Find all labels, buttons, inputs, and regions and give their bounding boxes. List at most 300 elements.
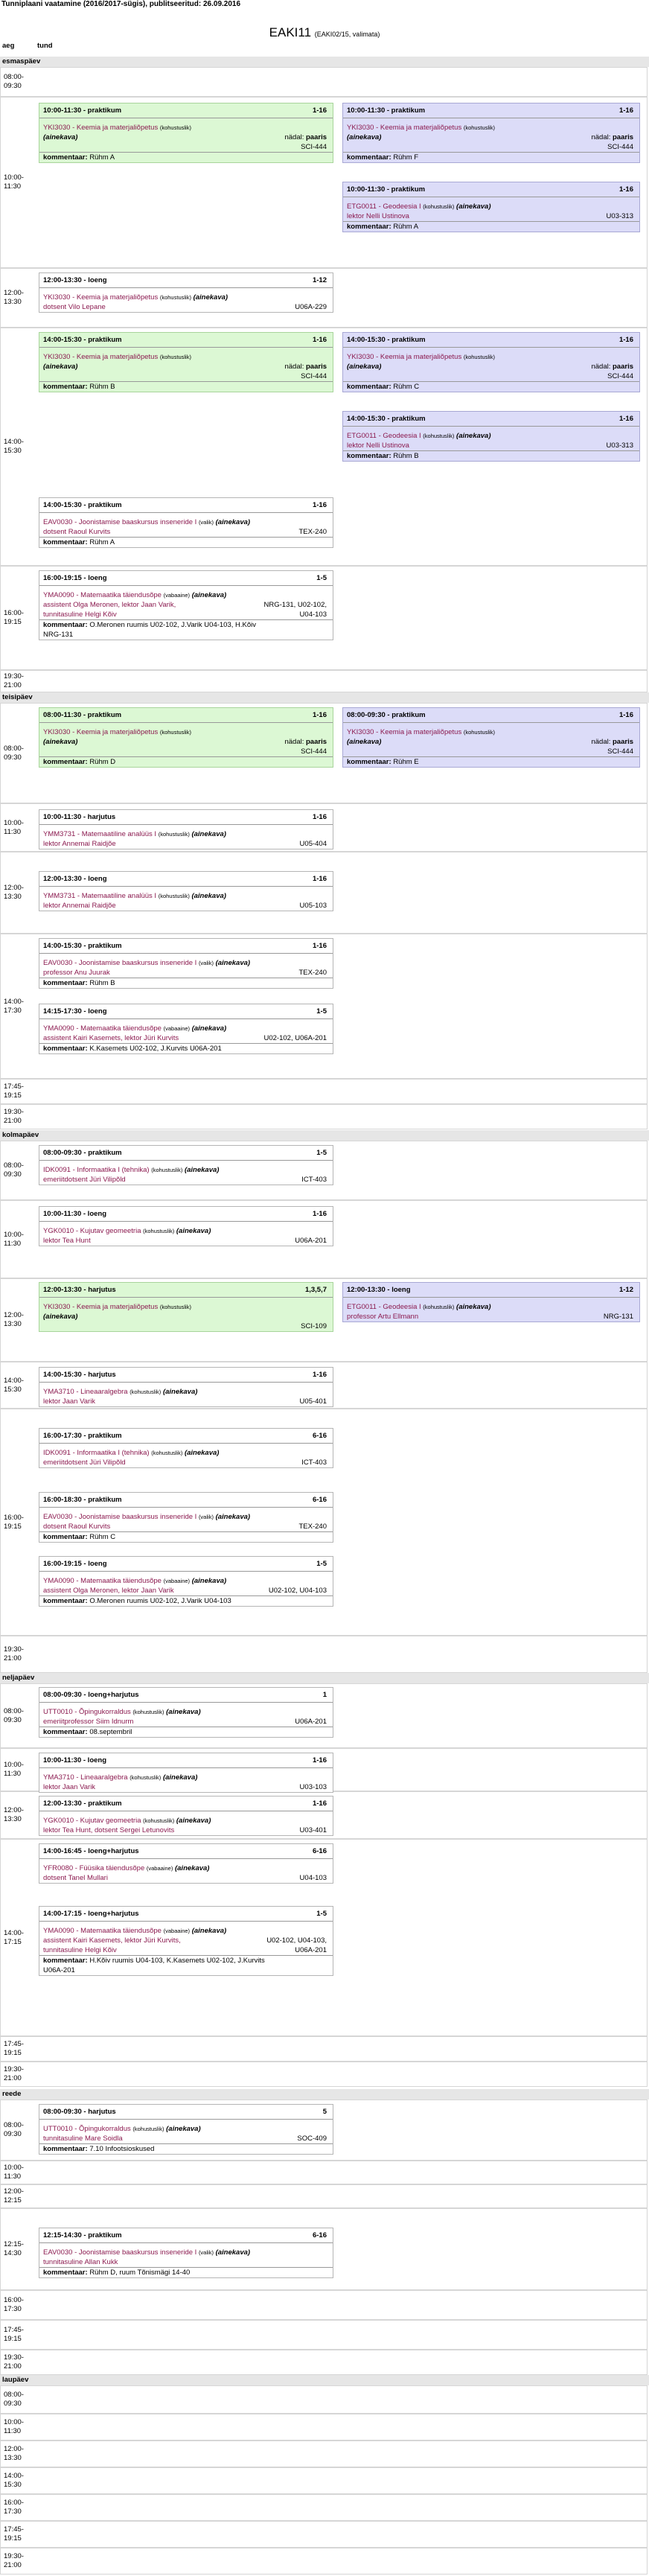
event-comment	[39, 1531, 333, 1542]
event-card[interactable]	[39, 1145, 333, 1185]
ainekava-link[interactable]: (ainekava)	[162, 1388, 198, 1396]
time-slot	[0, 1079, 648, 1104]
event-teacher[interactable]: emeriitdotsent Jüri Vilipõld	[43, 1176, 126, 1184]
page-header: Tunniplaani vaatamine (2016/2017-sügis), publitseeritud: 26.09.2016	[1, 0, 241, 8]
comment-text: Rühm C	[393, 383, 420, 391]
ainekava-link[interactable]: (ainekava)	[193, 293, 228, 302]
ainekava-link[interactable]: (ainekava)	[184, 1449, 220, 1457]
event-kind: (kohustuslik)	[159, 354, 191, 360]
ainekava-link[interactable]: (ainekava)	[456, 203, 491, 211]
event-card[interactable]	[39, 1367, 333, 1407]
event-card[interactable]	[39, 1206, 333, 1246]
event-meta-row	[39, 362, 333, 372]
event-card[interactable]	[342, 1282, 640, 1322]
time-slot	[0, 67, 648, 97]
event-room: TEX-240	[298, 1523, 327, 1531]
event-weeks: 6-16	[312, 2231, 327, 2239]
event-time: 08:00-09:30 - praktikum	[43, 1149, 122, 1157]
comment-label: kommentaar:	[347, 223, 391, 231]
event-kind: (kohustuslik)	[151, 1450, 183, 1456]
event-kind: (kohustuslik)	[159, 124, 191, 131]
event-teacher-row	[39, 1522, 333, 1531]
event-card[interactable]	[342, 182, 640, 232]
event-teacher-row	[39, 968, 333, 978]
event-teacher[interactable]: professor Anu Juurak	[43, 969, 110, 977]
event-teacher[interactable]: emeriitdotsent Jüri Vilipõld	[43, 1458, 126, 1467]
event-header	[39, 810, 333, 825]
event-subject[interactable]: YKI3030 - Keemia ja materjaliõpetus	[347, 728, 462, 736]
day-header-mon: esmaspäev	[0, 57, 649, 67]
comment-text: 7.10 Infootsioskused	[89, 2145, 155, 2153]
event-kind: (kohustuslik)	[158, 893, 190, 899]
ainekava-link[interactable]: (ainekava)	[347, 133, 382, 141]
event-card[interactable]	[39, 1753, 333, 1793]
event-room-row	[39, 1322, 333, 1331]
comment-label: kommentaar:	[43, 758, 88, 766]
event-card[interactable]	[342, 411, 640, 462]
event-card[interactable]	[39, 497, 333, 548]
event-room-row	[343, 747, 639, 756]
event-card[interactable]	[39, 707, 333, 768]
event-kind: (kohustuslik)	[159, 729, 191, 736]
event-room: SCI-444	[301, 747, 327, 756]
event-weeks: 5	[322, 2108, 327, 2116]
event-kind: (vabaaine)	[163, 1025, 191, 1032]
event-time: 14:00-15:30 - praktikum	[43, 501, 122, 509]
event-teacher-row	[39, 2257, 333, 2267]
ainekava-link[interactable]: (ainekava)	[184, 1166, 220, 1174]
comment-label: kommentaar:	[43, 979, 88, 987]
event-card[interactable]	[39, 570, 333, 640]
event-comment	[39, 537, 333, 547]
event-teacher[interactable]: assistent Kairi Kasemets, lektor Jüri Kurvits	[43, 1034, 179, 1042]
week-parity	[591, 362, 633, 372]
event-room: SCI-444	[607, 143, 633, 151]
event-subject[interactable]: YMA0090 - Matemaatika täiendusõpe	[43, 591, 162, 599]
time-slot	[0, 2062, 648, 2087]
ainekava-link[interactable]: (ainekava)	[456, 1303, 491, 1311]
ainekava-link[interactable]: (ainekava)	[347, 738, 382, 746]
event-card[interactable]	[39, 1906, 333, 1976]
event-weeks: 1-5	[316, 1560, 327, 1568]
event-teacher-row	[39, 1236, 333, 1246]
event-kind: (kohustuslik)	[463, 124, 495, 131]
event-card[interactable]	[39, 332, 333, 392]
event-room: U06A-201	[295, 1718, 327, 1726]
event-subject[interactable]: ETG0011 - Geodeesia I	[347, 203, 421, 211]
ainekava-link[interactable]: (ainekava)	[191, 892, 226, 900]
event-subject[interactable]: YFR0080 - Füüsika täiendusõpe	[43, 1864, 145, 1872]
time-slot	[0, 2320, 648, 2350]
event-room: ICT-403	[301, 1458, 327, 1467]
event-room: SCI-444	[301, 372, 327, 380]
event-card[interactable]	[39, 103, 333, 163]
event-teacher-row	[343, 1312, 639, 1322]
comment-label: kommentaar:	[43, 2269, 88, 2277]
event-subject[interactable]: YKI3030 - Keemia ja materjaliõpetus	[43, 124, 159, 132]
event-teacher-row	[39, 1873, 333, 1883]
event-room-row	[343, 372, 639, 381]
event-card[interactable]	[39, 2228, 333, 2278]
event-teacher[interactable]: dotsent Raoul Kurvits	[43, 1523, 111, 1531]
event-subject-row	[39, 1773, 333, 1782]
event-time: 16:00-19:15 - loeng	[43, 574, 107, 582]
event-weeks: 6-16	[312, 1847, 327, 1855]
event-teacher-2[interactable]: tunnitasuline Helgi Kõiv	[43, 610, 117, 619]
event-kind: (kohustuslik)	[130, 1774, 162, 1781]
ainekava-link[interactable]: (ainekava)	[43, 133, 78, 141]
event-room: U03-401	[299, 1826, 327, 1834]
event-teacher[interactable]: tunnitasuline Allan Kukk	[43, 2258, 118, 2266]
event-subject-row	[39, 1864, 333, 1873]
time-label: 12:00- 13:30	[4, 2445, 24, 2462]
comment-text: Rühm E	[393, 758, 419, 766]
event-time: 14:00-15:30 - praktikum	[43, 942, 122, 950]
comment-text-2: NRG-131	[43, 631, 74, 639]
comment-text: O.Meronen ruumis U02-102, J.Varik U04-103, H.Kõiv	[89, 621, 257, 629]
event-subject[interactable]: EAV0030 - Joonistamise baaskursus inseneride I	[43, 2248, 197, 2257]
event-subject-row	[39, 2124, 333, 2134]
event-weeks: 1-16	[618, 415, 633, 423]
event-header	[39, 708, 333, 723]
event-time: 14:15-17:30 - loeng	[43, 1007, 107, 1016]
ainekava-link[interactable]: (ainekava)	[191, 591, 227, 599]
ainekava-link[interactable]: (ainekava)	[43, 1313, 78, 1321]
event-comment	[39, 1595, 333, 1606]
event-subject-row	[39, 1387, 333, 1397]
event-room-2: U04-103	[299, 610, 327, 619]
event-teacher[interactable]: assistent Olga Meronen, lektor Jaan Varik,	[43, 601, 176, 609]
event-card[interactable]	[39, 1492, 333, 1543]
event-kind: (kohustuslik)	[423, 433, 455, 439]
ainekava-link[interactable]: (ainekava)	[166, 1708, 201, 1716]
comment-label: kommentaar:	[43, 621, 88, 629]
event-teacher[interactable]: lektor Jaan Varik	[43, 1783, 96, 1791]
event-teacher[interactable]: lektor Nelli Ustinova	[347, 212, 409, 220]
event-teacher[interactable]: assistent Kairi Kasemets, lektor Jüri Kurvits,	[43, 1936, 181, 1945]
event-card[interactable]	[39, 2104, 333, 2155]
event-subject-row	[39, 293, 333, 302]
event-card[interactable]	[39, 1843, 333, 1884]
col-header-aeg: aeg	[2, 42, 15, 50]
event-card[interactable]	[39, 1428, 333, 1468]
event-subject[interactable]: YMA0090 - Matemaatika täiendusõpe	[43, 1577, 162, 1585]
event-kind: (valik)	[198, 519, 214, 526]
event-weeks: 1-16	[312, 813, 327, 821]
time-label: 10:00- 11:30	[4, 2164, 24, 2181]
event-comment	[343, 221, 639, 232]
event-weeks: 1-16	[312, 106, 327, 115]
comment-text: Rühm D, ruum Tõnismägi 14-40	[89, 2269, 191, 2277]
comment-text-2: U06A-201	[43, 1966, 75, 1974]
event-card[interactable]	[39, 938, 333, 989]
event-kind: (kohustuslik)	[151, 1167, 183, 1173]
event-header	[39, 1753, 333, 1768]
time-label: 10:00- 11:30	[4, 1761, 24, 1778]
week-label: nädal:	[284, 363, 304, 371]
event-comment	[39, 2143, 333, 2154]
event-time: 14:00-15:30 - praktikum	[347, 415, 426, 423]
ainekava-link[interactable]: (ainekava)	[174, 1864, 210, 1872]
event-meta-row	[343, 133, 639, 142]
event-subject[interactable]: YMA3710 - Lineaaralgebra	[43, 1773, 128, 1782]
event-teacher-row-2	[39, 610, 333, 619]
event-subject[interactable]: UTT0010 - Õpingukorraldus	[43, 2125, 131, 2133]
event-teacher[interactable]: professor Artu Ellmann	[347, 1313, 419, 1321]
event-subject-row	[343, 123, 639, 133]
event-card[interactable]	[342, 103, 640, 163]
event-weeks: 1-12	[312, 276, 327, 284]
event-card[interactable]	[39, 272, 333, 313]
event-kind: (kohustuslik)	[423, 1304, 455, 1310]
event-card[interactable]	[39, 1282, 333, 1332]
event-weeks: 1-16	[618, 711, 633, 719]
event-room: NRG-131	[603, 1313, 633, 1321]
event-time: 10:00-11:30 - praktikum	[347, 185, 426, 194]
time-label: 14:00- 17:30	[4, 997, 24, 1015]
event-time: 12:00-13:30 - harjutus	[43, 1286, 116, 1294]
event-room: SCI-444	[607, 747, 633, 756]
event-teacher[interactable]: dotsent Raoul Kurvits	[43, 528, 111, 536]
event-room-row	[39, 372, 333, 381]
event-teacher[interactable]: lektor Jaan Varik	[43, 1397, 96, 1406]
event-time: 10:00-11:30 - praktikum	[43, 106, 122, 115]
time-label: 12:00- 13:30	[4, 884, 24, 901]
time-label: 19:30- 21:00	[4, 2065, 24, 2082]
event-subject[interactable]: YKI3030 - Keemia ja materjaliõpetus	[43, 353, 159, 361]
time-slot	[0, 2385, 648, 2414]
time-label: 14:00- 15:30	[4, 2472, 24, 2489]
ainekava-link[interactable]: (ainekava)	[215, 959, 251, 967]
week-parity	[591, 133, 633, 142]
time-slot	[0, 2467, 648, 2494]
time-label: 10:00- 11:30	[4, 818, 24, 836]
event-card[interactable]	[342, 707, 640, 768]
event-teacher-row	[39, 1717, 333, 1727]
event-subject[interactable]: YMM3731 - Matemaatiline analüüs I	[43, 892, 157, 900]
event-subject[interactable]: EAV0030 - Joonistamise baaskursus inseneride I	[43, 518, 197, 526]
day-header-sat: laupäev	[0, 2375, 649, 2385]
event-teacher-row	[39, 1586, 333, 1595]
event-header	[343, 182, 639, 197]
event-subject-row	[39, 590, 333, 600]
ainekava-link[interactable]: (ainekava)	[191, 1024, 227, 1033]
event-teacher-row	[39, 839, 333, 849]
event-subject[interactable]: YMA0090 - Matemaatika täiendusõpe	[43, 1024, 162, 1033]
comment-label: kommentaar:	[347, 758, 391, 766]
event-teacher-2[interactable]: tunnitasuline Helgi Kõiv	[43, 1946, 117, 1954]
ainekava-link[interactable]: (ainekava)	[191, 1577, 227, 1585]
comment-label: kommentaar:	[43, 383, 88, 391]
event-card[interactable]	[39, 809, 333, 849]
event-time: 16:00-19:15 - loeng	[43, 1560, 107, 1568]
day-header-fri: reede	[0, 2089, 649, 2100]
event-teacher[interactable]: dotsent Vilo Lepane	[43, 303, 106, 311]
ainekava-link[interactable]: (ainekava)	[191, 1927, 227, 1935]
week-value: paaris	[306, 133, 327, 141]
day-header-wed: kolmapäev	[0, 1130, 649, 1141]
event-kind: (vabaaine)	[163, 592, 191, 599]
event-card[interactable]	[39, 871, 333, 911]
event-card[interactable]	[39, 1004, 333, 1054]
event-card[interactable]	[39, 1687, 333, 1738]
event-subject[interactable]: YKI3030 - Keemia ja materjaliõpetus	[347, 124, 462, 132]
event-time: 16:00-17:30 - praktikum	[43, 1432, 122, 1440]
week-parity	[284, 737, 327, 747]
event-subject-row	[343, 1302, 639, 1312]
event-comment	[39, 2267, 333, 2277]
comment-text: H.Kõiv ruumis U04-103, K.Kasemets U02-102, J.Kurvits	[89, 1957, 265, 1965]
day-header-tue: teisipäev	[0, 692, 649, 703]
comment-label: kommentaar:	[347, 153, 391, 162]
time-label: 14:00- 17:15	[4, 1928, 24, 1946]
ainekava-link[interactable]: (ainekava)	[166, 2125, 201, 2133]
event-room: U03-103	[299, 1783, 327, 1791]
time-slot	[0, 2350, 648, 2375]
event-teacher[interactable]: assistent Olga Meronen, lektor Jaan Varik	[43, 1587, 174, 1595]
event-subject-row	[343, 727, 639, 737]
event-subject-row	[39, 829, 333, 839]
event-subject-row	[39, 1448, 333, 1458]
event-time: 10:00-11:30 - praktikum	[347, 106, 426, 115]
comment-label: kommentaar:	[43, 2145, 88, 2153]
ainekava-link[interactable]: (ainekava)	[456, 432, 491, 440]
event-subject[interactable]: ETG0011 - Geodeesia I	[347, 1303, 421, 1311]
event-card[interactable]	[39, 1796, 333, 1836]
group-name: EAKI11	[269, 25, 312, 39]
time-slot	[0, 2036, 648, 2062]
time-label: 19:30- 21:00	[4, 1645, 24, 1662]
event-teacher-row	[39, 527, 333, 537]
event-subject-row	[343, 352, 639, 362]
event-teacher[interactable]: tunnitasuline Mare Soidla	[43, 2135, 123, 2143]
time-label: 10:00- 11:30	[4, 173, 24, 191]
week-value: paaris	[613, 738, 633, 746]
event-header	[39, 498, 333, 513]
event-subject[interactable]: YGK0010 - Kujutav geomeetria	[43, 1227, 141, 1235]
comment-text: Rühm B	[89, 979, 115, 987]
week-label: nädal:	[591, 363, 611, 371]
event-subject[interactable]: YMA3710 - Lineaaralgebra	[43, 1388, 128, 1396]
event-subject[interactable]: IDK0091 - Informaatika I (tehnika)	[43, 1166, 150, 1174]
time-slot	[0, 2414, 648, 2440]
ainekava-link[interactable]: (ainekava)	[215, 1513, 251, 1521]
col-header-tund: tund	[37, 42, 53, 50]
event-subject[interactable]: YGK0010 - Kujutav geomeetria	[43, 1817, 141, 1825]
time-label: 12:00- 13:30	[4, 1806, 24, 1823]
event-subject[interactable]: EAV0030 - Joonistamise baaskursus inseneride I	[43, 959, 197, 967]
event-card[interactable]	[342, 332, 640, 392]
event-teacher[interactable]: dotsent Tanel Mullari	[43, 1874, 108, 1882]
event-subject[interactable]: YMM3731 - Matemaatiline analüüs I	[43, 830, 157, 838]
week-value: paaris	[306, 738, 327, 746]
event-comment	[39, 619, 333, 640]
ainekava-link[interactable]: (ainekava)	[43, 738, 78, 746]
ainekava-link[interactable]: (ainekava)	[176, 1817, 211, 1825]
comment-text: 08.septembril	[89, 1728, 132, 1736]
event-weeks: 1	[322, 1691, 327, 1699]
event-teacher[interactable]: lektor Annemai Raidjõe	[43, 902, 116, 910]
event-time: 14:00-16:45 - loeng+harjutus	[43, 1847, 139, 1855]
event-comment	[39, 1955, 333, 1975]
event-teacher-row	[39, 901, 333, 911]
event-card[interactable]	[39, 1556, 333, 1607]
event-subject[interactable]: YKI3030 - Keemia ja materjaliõpetus	[43, 293, 159, 302]
event-time: 10:00-11:30 - loeng	[43, 1210, 107, 1218]
event-subject-row	[39, 1302, 333, 1312]
event-time: 10:00-11:30 - loeng	[43, 1756, 107, 1764]
event-room: U02-102, U04-103	[268, 1587, 327, 1595]
ainekava-link[interactable]: (ainekava)	[162, 1773, 198, 1782]
event-subject[interactable]: YKI3030 - Keemia ja materjaliõpetus	[43, 1303, 159, 1311]
event-subject[interactable]: EAV0030 - Joonistamise baaskursus inseneride I	[43, 1513, 197, 1521]
comment-label: kommentaar:	[43, 538, 88, 546]
ainekava-link[interactable]: (ainekava)	[215, 518, 251, 526]
time-label: 16:00- 19:15	[4, 609, 24, 626]
event-header	[39, 1796, 333, 1811]
time-label: 08:00- 09:30	[4, 1706, 24, 1724]
event-comment	[39, 381, 333, 392]
ainekava-link[interactable]: (ainekava)	[347, 363, 382, 371]
event-teacher[interactable]: lektor Tea Hunt	[43, 1237, 91, 1245]
event-weeks: 1-5	[316, 1149, 327, 1157]
event-comment	[343, 152, 639, 162]
event-teacher[interactable]: lektor Tea Hunt, dotsent Sergei Letunovits	[43, 1826, 175, 1834]
event-header	[39, 1429, 333, 1444]
event-kind: (valik)	[198, 960, 214, 966]
event-header	[343, 412, 639, 427]
event-teacher-row	[39, 1458, 333, 1467]
event-subject[interactable]: YKI3030 - Keemia ja materjaliõpetus	[347, 353, 462, 361]
event-teacher-row	[343, 211, 639, 221]
event-room: U05-404	[299, 840, 327, 848]
event-subject-row	[39, 1816, 333, 1826]
ainekava-link[interactable]: (ainekava)	[43, 363, 78, 371]
event-teacher[interactable]: lektor Nelli Ustinova	[347, 441, 409, 450]
time-label: 19:30- 21:00	[4, 2552, 24, 2569]
event-subject-row	[39, 517, 333, 527]
week-label: nädal:	[591, 738, 611, 746]
event-subject-row	[39, 1512, 333, 1522]
event-kind: (vabaaine)	[163, 1928, 191, 1934]
event-kind: (kohustuslik)	[143, 1817, 175, 1824]
event-subject[interactable]: UTT0010 - Õpingukorraldus	[43, 1708, 131, 1716]
event-time: 08:00-09:30 - praktikum	[347, 711, 426, 719]
event-teacher[interactable]: emeriitprofessor Siim Idnurm	[43, 1718, 134, 1726]
time-label: 14:00- 15:30	[4, 1376, 24, 1394]
event-room: U06A-229	[295, 303, 327, 311]
week-parity	[284, 133, 327, 142]
ainekava-link[interactable]: (ainekava)	[215, 2248, 251, 2257]
ainekava-link[interactable]: (ainekava)	[191, 830, 226, 838]
event-time: 12:00-13:30 - loeng	[43, 276, 107, 284]
event-weeks: 1-16	[618, 185, 633, 194]
comment-label: kommentaar:	[43, 153, 88, 162]
event-subject-row	[39, 1024, 333, 1033]
event-comment	[39, 152, 333, 162]
event-subject[interactable]: YKI3030 - Keemia ja materjaliõpetus	[43, 728, 159, 736]
event-room: U05-401	[299, 1397, 327, 1406]
event-kind: (kohustuslik)	[143, 1228, 175, 1234]
event-header	[39, 872, 333, 887]
event-subject[interactable]: YMA0090 - Matemaatika täiendusõpe	[43, 1927, 162, 1935]
event-room: U03-313	[606, 212, 633, 220]
ainekava-link[interactable]: (ainekava)	[176, 1227, 211, 1235]
event-teacher[interactable]: lektor Annemai Raidjõe	[43, 840, 116, 848]
event-room-row	[39, 142, 333, 152]
event-subject[interactable]: IDK0091 - Informaatika I (tehnika)	[43, 1449, 150, 1457]
event-subject[interactable]: ETG0011 - Geodeesia I	[347, 432, 421, 440]
